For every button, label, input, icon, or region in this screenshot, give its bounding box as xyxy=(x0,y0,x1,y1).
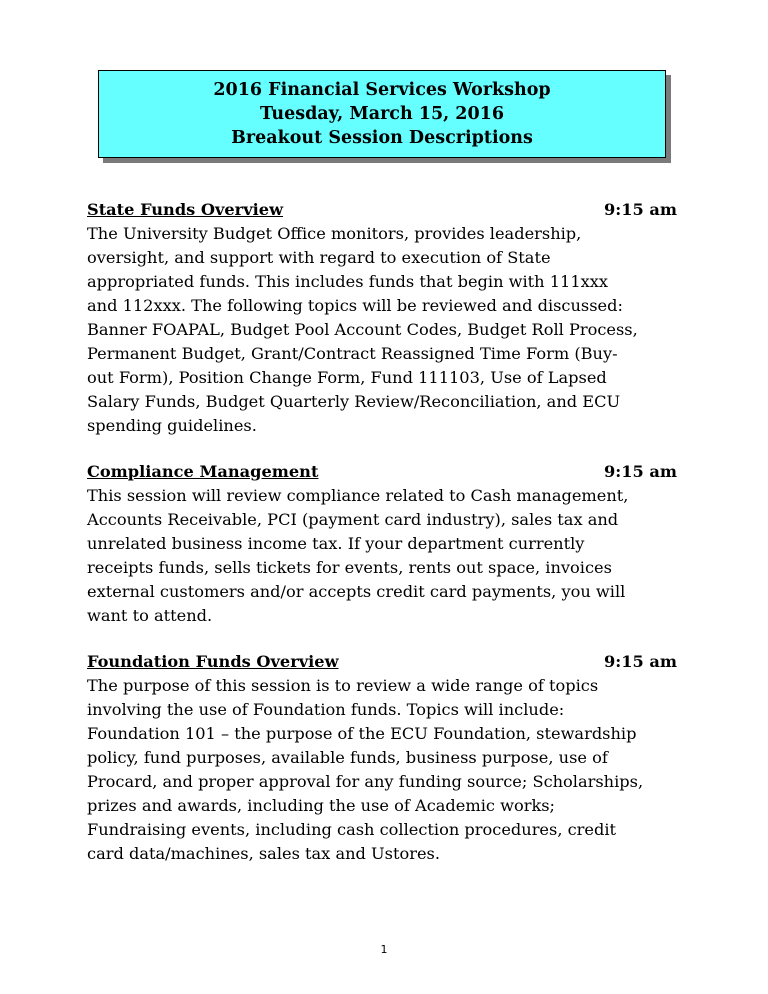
page-number: 1 xyxy=(380,943,388,956)
description-line: Accounts Receivable, PCI (payment card industry), sales tax and xyxy=(87,510,619,529)
description-line: The purpose of this session is to review a wide range of topics xyxy=(87,676,599,695)
session-time: 9:15 am xyxy=(603,462,677,481)
description-line: Permanent Budget, Grant/Contract Reassigned Time Form (Buy- xyxy=(87,344,618,363)
description-line: policy, fund purposes, available funds, business purpose, use of xyxy=(87,748,608,767)
description-line: receipts funds, sells tickets for events, rents out space, invoices xyxy=(87,558,612,577)
description-line: unrelated business income tax. If your department currently xyxy=(87,534,585,553)
document-subtitle: Breakout Session Descriptions xyxy=(231,128,533,148)
description-line: Salary Funds, Budget Quarterly Review/Reconciliation, and ECU xyxy=(87,392,621,411)
description-line: prizes and awards, including the use of Academic works; xyxy=(87,796,556,815)
session-heading xyxy=(87,650,677,674)
description-line: and 112xxx. The following topics will be reviewed and discussed: xyxy=(87,296,623,315)
description-line: Foundation 101 – the purpose of the ECU Foundation, stewardship xyxy=(87,724,637,743)
session-list xyxy=(87,198,677,888)
session-heading xyxy=(87,460,677,484)
session-title: State Funds Overview xyxy=(87,200,284,219)
description-line: Procard, and proper approval for any funding source; Scholarships, xyxy=(87,772,644,791)
session-title: Foundation Funds Overview xyxy=(87,652,339,671)
description-line: involving the use of Foundation funds. Topics will include: xyxy=(87,700,565,719)
session-foundation-funds xyxy=(87,650,677,866)
session-time: 9:15 am xyxy=(603,200,677,219)
description-line: Fundraising events, including cash collection procedures, credit xyxy=(87,820,617,839)
description-line: This session will review compliance related to Cash management, xyxy=(87,486,629,505)
title-banner xyxy=(98,70,666,158)
description-line: want to attend. xyxy=(87,606,213,625)
description-line: Banner FOAPAL, Budget Pool Account Codes, Budget Roll Process, xyxy=(87,320,638,339)
workshop-title: 2016 Financial Services Workshop xyxy=(213,80,551,100)
description-line: appropriated funds. This includes funds that begin with 111xxx xyxy=(87,272,609,291)
description-line: oversight, and support with regard to execution of State xyxy=(87,248,551,267)
description-line: card data/machines, sales tax and Ustores. xyxy=(87,844,441,863)
session-compliance-management xyxy=(87,460,677,628)
session-title: Compliance Management xyxy=(87,462,319,481)
workshop-date: Tuesday, March 15, 2016 xyxy=(259,104,505,124)
session-state-funds xyxy=(87,198,677,438)
session-time: 9:15 am xyxy=(603,652,677,671)
description-line: The University Budget Office monitors, provides leadership, xyxy=(87,224,582,243)
description-line: external customers and/or accepts credit card payments, you will xyxy=(87,582,626,601)
description-line: spending guidelines. xyxy=(87,416,257,435)
description-line: out Form), Position Change Form, Fund 111103, Use of Lapsed xyxy=(87,368,607,387)
session-heading xyxy=(87,198,677,222)
